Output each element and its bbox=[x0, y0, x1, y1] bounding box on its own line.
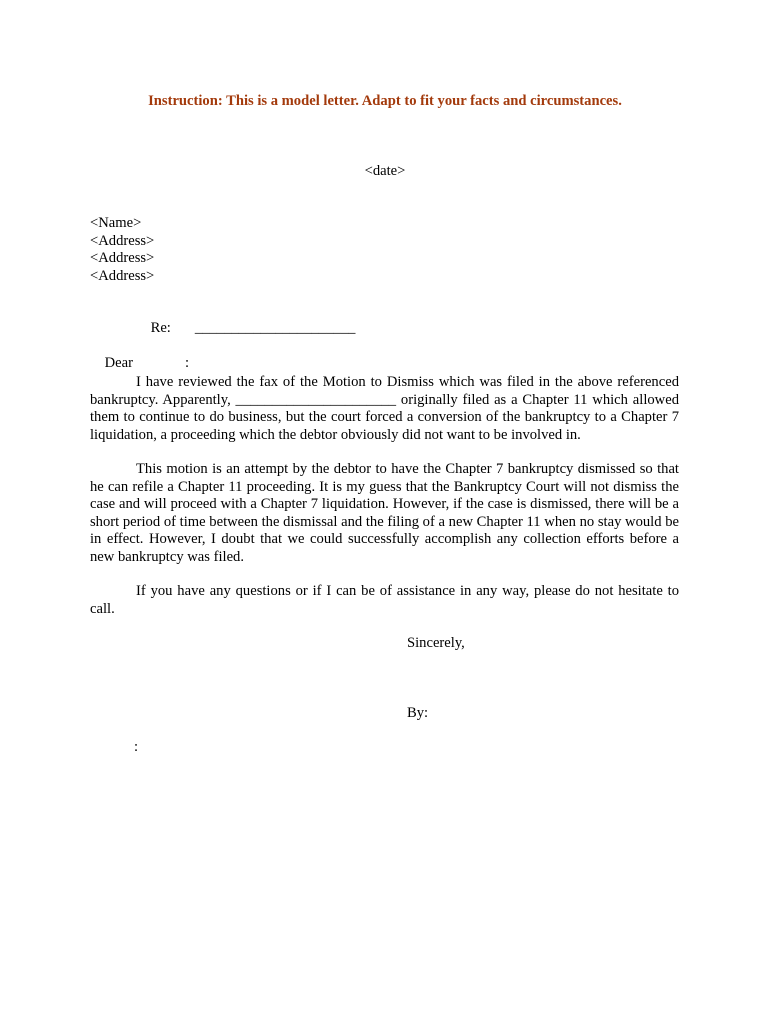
body-paragraph-3: If you have any questions or if I can be of assistance in any way, please do not hesitate to call. bbox=[90, 583, 679, 617]
letter-date: <date> bbox=[364, 163, 406, 179]
recipient-address-line-2: <Address> bbox=[90, 250, 155, 266]
bottom-colon: : bbox=[134, 739, 139, 755]
body-paragraph-1: I have reviewed the fax of the Motion to Dismiss which was filed in the above referenced bankruptcy. Apparently, ______________________ originally filed as a Chapter 11 which allowed them to continue to do business, but the court forced a conversion of the bankruptcy to a Chapter 7 liquidation, a proceeding which the debtor obviously did not want to be involved in. bbox=[90, 374, 679, 443]
signature-by-label: By: bbox=[407, 705, 429, 721]
instruction-heading: Instruction: This is a model letter. Adapt to fit your facts and circumstances. bbox=[148, 93, 622, 109]
salutation-colon: : bbox=[184, 355, 190, 371]
re-label: Re: bbox=[150, 320, 171, 336]
body-paragraph-2: This motion is an attempt by the debtor to have the Chapter 7 bankruptcy dismissed so that he can refile a Chapter 11 proceeding. It is my guess that the Bankruptcy Court will not dismiss the case and will proceed with a Chapter 7 liquidation. However, if the case is dismissed, there will be a short period of time between the dismissal and the filing of a new Chapter 11 when no stay would be in effect. However, I doubt that we could successfully accomplish any collection efforts before a new bankruptcy was filed. bbox=[90, 461, 679, 565]
recipient-address-line-1: <Address> bbox=[90, 232, 155, 249]
recipient-name: <Name> bbox=[90, 215, 142, 231]
salutation-text: Dear bbox=[104, 355, 133, 371]
recipient-address-line-3: <Address> bbox=[90, 267, 155, 284]
recipient-address-block bbox=[90, 215, 154, 285]
closing: Sincerely, bbox=[407, 635, 465, 651]
re-blank: ______________________ bbox=[194, 320, 356, 336]
